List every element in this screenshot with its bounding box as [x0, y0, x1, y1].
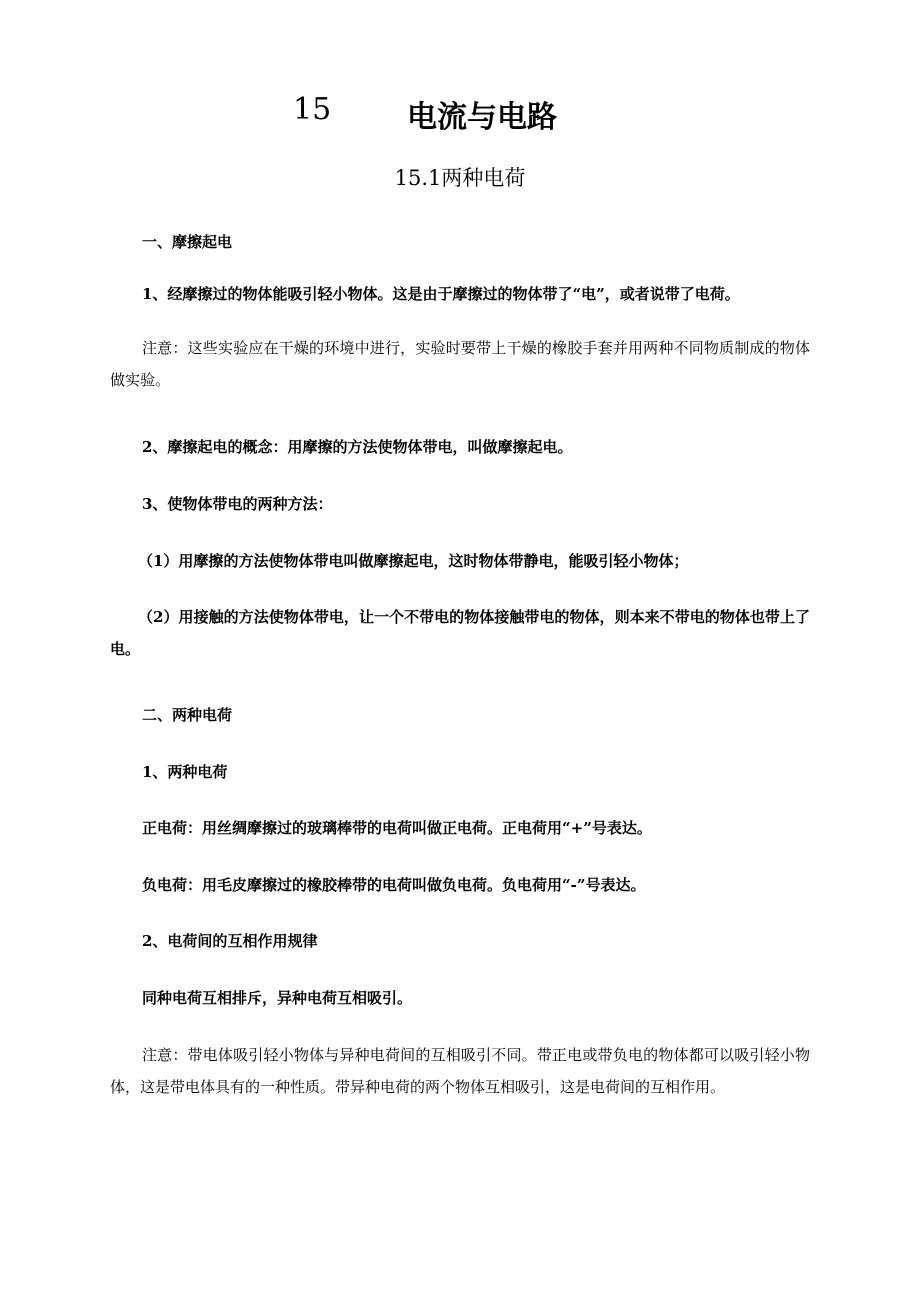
heading-friction-charging: 一、摩擦起电 [142, 233, 233, 251]
section-title: 15.1两种电荷 [394, 166, 526, 190]
chapter-title [0, 92, 920, 136]
paragraph-friction-3: 3、使物体带电的两种方法： [142, 495, 333, 513]
chapter-name: 电流与电路 [407, 100, 557, 135]
method-1: （1）用摩擦的方法使物体带电叫做摩擦起电，这时物体带静电，能吸引轻小物体； [138, 552, 689, 570]
interaction-rule: 同种电荷互相排斥，异种电荷互相吸引。 [142, 989, 413, 1007]
heading-two-charges: 二、两种电荷 [142, 706, 233, 724]
chapter-number: 15 [293, 92, 332, 127]
method-2: （2）用接触的方法使物体带电，让一个不带电的物体接触带电的物体，则本来不带电的物体也带上了电。 [110, 608, 810, 658]
negative-charge-definition: 负电荷：用毛皮摩擦过的橡胶棒带的电荷叫做负电荷。负电荷用“-”号表达。 [142, 876, 646, 894]
note-attraction: 注意：带电体吸引轻小物体与异种电荷间的互相吸引不同。带正电或带负电的物体都可以吸引轻小物体，这是带电体具有的一种性质。带异种电荷的两个物体互相吸引，这是电荷间的互相作用。 [110, 1046, 810, 1096]
positive-charge-definition: 正电荷：用丝绸摩擦过的玻璃棒带的电荷叫做正电荷。正电荷用“+”号表达。 [142, 819, 652, 837]
paragraph-charges-1: 1、两种电荷 [142, 763, 228, 781]
paragraph-friction-1: 1、经摩擦过的物体能吸引轻小物体。这是由于摩擦过的物体带了“电”，或者说带了电荷。 [142, 285, 740, 303]
paragraph-charges-2: 2、电荷间的互相作用规律 [142, 932, 318, 950]
paragraph-friction-2: 2、摩擦起电的概念：用摩擦的方法使物体带电，叫做摩擦起电。 [142, 438, 573, 456]
note-experiment: 注意：这些实验应在干燥的环境中进行，实验时要带上干燥的橡胶手套并用两种不同物质制成的物体做实验。 [110, 339, 810, 389]
